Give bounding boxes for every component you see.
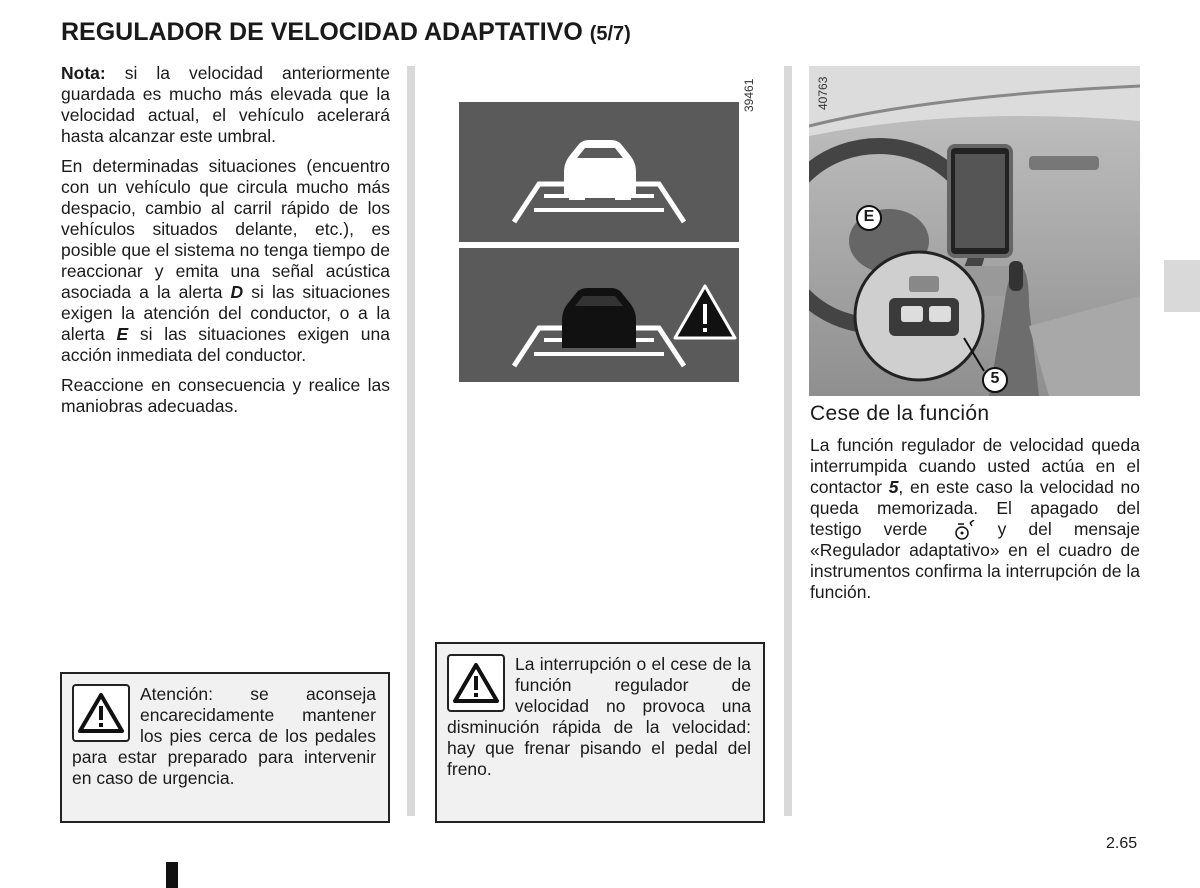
note-text: si la velocidad anteriormente guardada es mucho más elevada que la velocidad actual, el vehículo acelerará hasta alcanzar este umbral.	[61, 63, 390, 146]
figure-dashboard-photo	[809, 66, 1140, 396]
cese-paragraph	[810, 435, 1140, 603]
situations-text-b: si las situaciones exigen la atención del conductor, o a la alerta	[61, 282, 390, 344]
alert-e-ref: E	[116, 324, 129, 344]
title-main: REGULADOR DE VELOCIDAD ADAPTATIVO	[61, 18, 583, 46]
green-indicator-icon	[950, 520, 976, 540]
situations-text-c: si las situaciones exigen una acción inmediata del conductor.	[61, 324, 391, 365]
cese-text-a: La función regulador de velocidad queda interrumpida cuando usted actúa en el contactor	[810, 435, 1140, 497]
label-e: E	[863, 208, 875, 225]
chapter-tab	[1164, 260, 1200, 312]
section-title: Cese de la función	[810, 402, 990, 425]
figure-ref-40763: 40763	[816, 76, 830, 110]
dashboard-illustration	[809, 66, 1140, 396]
right-column-text	[810, 435, 1140, 612]
car-alert-icon	[459, 248, 739, 382]
warning-box-left	[60, 672, 390, 823]
figure-cruise-alert	[459, 248, 739, 382]
warning-triangle-icon	[72, 684, 130, 742]
label-5: 5	[990, 370, 1000, 387]
title-part: (5/7)	[589, 23, 631, 45]
note-label: Nota:	[61, 63, 106, 83]
note-paragraph	[61, 63, 390, 147]
page-title	[61, 18, 631, 47]
column-separator-1	[407, 66, 415, 816]
warning-left-text: Atención: se aconseja encarecidamente mantener los pies cerca de los pedales para estar preparado para intervenir en caso de urgencia.	[72, 684, 376, 788]
cese-text-c: y del mensaje «Regulador adaptativo» en el cuadro de instrumentos confirma la interrupción de la función.	[810, 519, 1140, 603]
react-paragraph: Reaccione en consecuencia y realice las maniobras adecuadas.	[61, 375, 390, 416]
column-separator-2	[784, 66, 792, 816]
warning-box-middle	[435, 642, 765, 823]
cese-text-b: , en este caso la velocidad no queda memorizada. El apagado del testigo verde	[810, 477, 1140, 539]
figure-ref-39461: 39461	[742, 78, 756, 112]
warning-triangle-icon	[447, 654, 505, 712]
warning-middle-text: La interrupción o el cese de la función regulador de velocidad no provoca una disminución rápida de la velocidad: hay que frenar pisando el pedal del freno.	[447, 654, 751, 779]
figure-cruise-normal	[459, 102, 739, 242]
left-column-text	[61, 63, 390, 426]
page-marker-bar	[166, 862, 178, 888]
car-ahead-icon	[459, 102, 739, 242]
alert-d-ref: D	[230, 282, 244, 302]
situations-text-a: En determinadas situaciones (encuentro con un vehículo que circula mucho más despacio, cambio al carril rápido de los vehículos situados delante, etc.), es posible que el sistema no tenga tiempo de reaccionar y emita una señal acústica asociada a la alerta	[61, 156, 390, 302]
situations-paragraph	[61, 156, 390, 366]
page-number: 2.65	[1106, 835, 1138, 852]
contactor-5-ref: 5	[888, 477, 899, 497]
